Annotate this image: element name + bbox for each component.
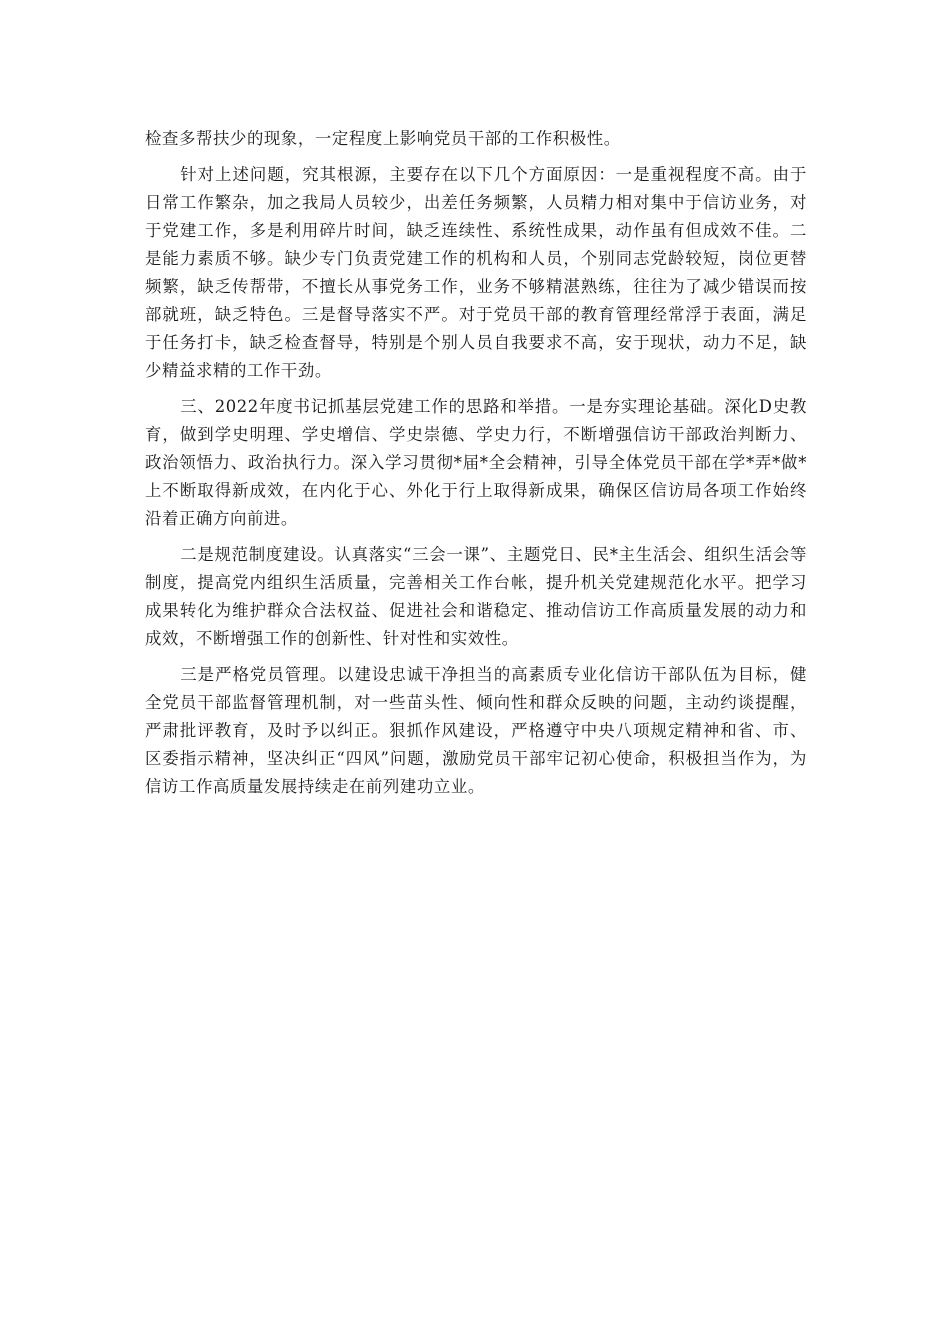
paragraph-root-causes: 针对上述问题，究其根源，主要存在以下几个方面原因：一是重视程度不高。由于日常工作繁杂，加之我局人员较少，出差任务频繁，人员精力相对集中于信访业务，对于党建工作，多是利用碎片时间，缺乏连续性、系统性成果，动作虽有但成效不佳。二是能力素质不够。缺少专门负责党建工作的机构和人员，个别同志党龄较短，岗位更替频繁，缺乏传帮带，不擅长从事党务工作，业务不够精湛熟练，往往为了减少错误而按部就班，缺乏特色。三是督导落实不严。对于党员干部的教育管理经常浮于表面，满足于任务打卡，缺乏检查督导，特别是个别人员自我要求不高，安于现状，动力不足，缺少精益求精的工作干劲。	[145, 165, 807, 380]
paragraph-system-building: 二是规范制度建设。认真落实“三会一课”、主题党日、民*主生活会、组织生活会等制度，提高党内组织生活质量，完善相关工作台帐，提升机关党建规范化水平。把学习成果转化为维护群众合法权益、促进社会和谐稳定、推动信访工作高质量发展的动力和成效，不断增强工作的创新性、针对性和实效性。	[145, 545, 807, 648]
paragraph-section-three-theory: 三、2022年度书记抓基层党建工作的思路和举措。一是夯实理论基础。深化D史教育，做到学史明理、学史增信、学史崇德、学史力行，不断增强信访干部政治判断力、政治领悟力、政治执行力。深入学习贯彻*届*全会精神，引导全体党员干部在学*弄*做*上不断取得新成效，在内化于心、外化于行上取得新成果，确保区信访局各项工作始终沿着正确方向前进。	[145, 397, 807, 528]
paragraph-continuation: 检查多帮扶少的现象，一定程度上影响党员干部的工作积极性。	[145, 129, 621, 148]
paragraph-member-management: 三是严格党员管理。以建设忠诚干净担当的高素质专业化信访干部队伍为目标，健全党员干部监督管理机制，对一些苗头性、倾向性和群众反映的问题，主动约谈提醒，严肃批评教育，及时予以纠正。狠抓作风建设，严格遵守中央八项规定精神和省、市、区委指示精神，坚决纠正“四风”问题，激励党员干部牢记初心使命，积极担当作为，为信访工作高质量发展持续走在前列建功立业。	[145, 665, 807, 796]
document-body	[145, 125, 807, 809]
